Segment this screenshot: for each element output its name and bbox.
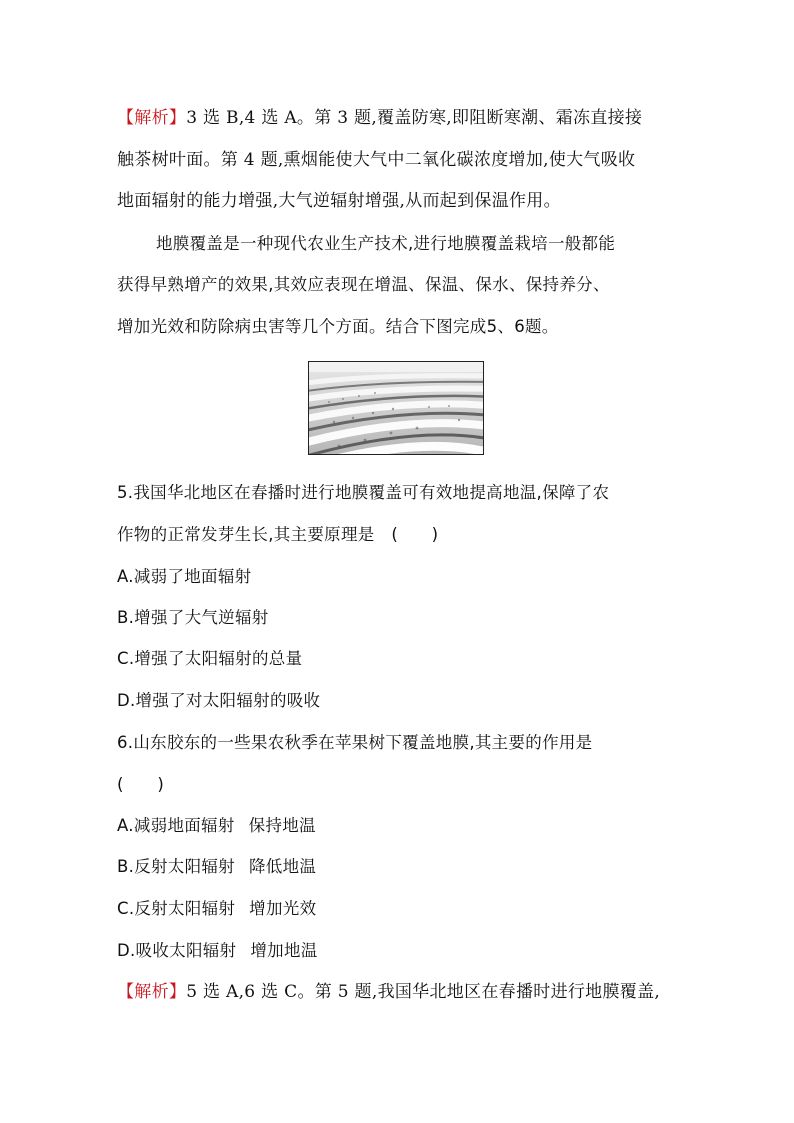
q6-option-b-label: B.反射太阳辐射 bbox=[117, 857, 235, 876]
q6-option-d-effect: 增加地温 bbox=[250, 941, 318, 960]
analysis-tag: 【解析】 bbox=[117, 982, 187, 1002]
analysis-1-text: 3 选 B,4 选 A。第 3 题,覆盖防寒,即阻断寒潮、霜冻直接接 bbox=[186, 108, 643, 128]
q6-option-c-effect: 增加光效 bbox=[249, 899, 317, 918]
analysis-2-line-1 bbox=[117, 981, 677, 1003]
q6-option-c bbox=[117, 898, 677, 920]
q6-option-a-label: A.减弱地面辐射 bbox=[117, 816, 235, 835]
intro-line-1: 地膜覆盖是一种现代农业生产技术,进行地膜覆盖栽培一般都能 bbox=[156, 234, 616, 253]
analysis-tag: 【解析】 bbox=[117, 108, 187, 128]
analysis-1-line-2: 触茶树叶面。第 4 题,熏烟能使大气中二氧化碳浓度增加,使大气吸收 bbox=[117, 150, 636, 170]
q5-option-d: D.增强了对太阳辐射的吸收 bbox=[117, 691, 321, 710]
q6-option-d-label: D.吸收太阳辐射 bbox=[117, 941, 237, 960]
q5-option-b: B.增强了大气逆辐射 bbox=[117, 608, 269, 627]
q6-option-c-label: C.反射太阳辐射 bbox=[117, 899, 236, 918]
q6-option-d bbox=[117, 940, 677, 962]
field-rows-icon bbox=[309, 362, 484, 455]
q6-option-a bbox=[117, 815, 677, 837]
analysis-2-text: 5 选 A,6 选 C。第 5 题,我国华北地区在春播时进行地膜覆盖, bbox=[186, 982, 661, 1002]
q5-stem-line-1: 5.我国华北地区在春播时进行地膜覆盖可有效地提高地温,保障了农 bbox=[117, 483, 610, 502]
intro-line-2: 获得早熟增产的效果,其效应表现在增温、保温、保水、保持养分、 bbox=[117, 275, 610, 294]
q6-option-b bbox=[117, 856, 677, 878]
q6-option-b-effect: 降低地温 bbox=[248, 857, 317, 876]
analysis-1-line-3: 地面辐射的能力增强,大气逆辐射增强,从而起到保温作用。 bbox=[117, 191, 561, 211]
q5-option-c: C.增强了太阳辐射的总量 bbox=[117, 649, 303, 668]
analysis-1-line-1 bbox=[117, 107, 677, 129]
q6-stem-line-2: ( ) bbox=[117, 775, 165, 794]
q6-stem-line-1: 6.山东胶东的一些果农秋季在苹果树下覆盖地膜,其主要的作用是 bbox=[117, 733, 593, 752]
plastic-film-field-photo bbox=[308, 361, 484, 455]
q6-option-a-effect: 保持地温 bbox=[248, 816, 316, 835]
q5-option-a: A.减弱了地面辐射 bbox=[117, 567, 252, 586]
q5-stem-line-2: 作物的正常发芽生长,其主要原理是 ( ) bbox=[117, 525, 439, 544]
intro-line-3: 增加光效和防除病虫害等几个方面。结合下图完成5、6题。 bbox=[117, 317, 559, 336]
